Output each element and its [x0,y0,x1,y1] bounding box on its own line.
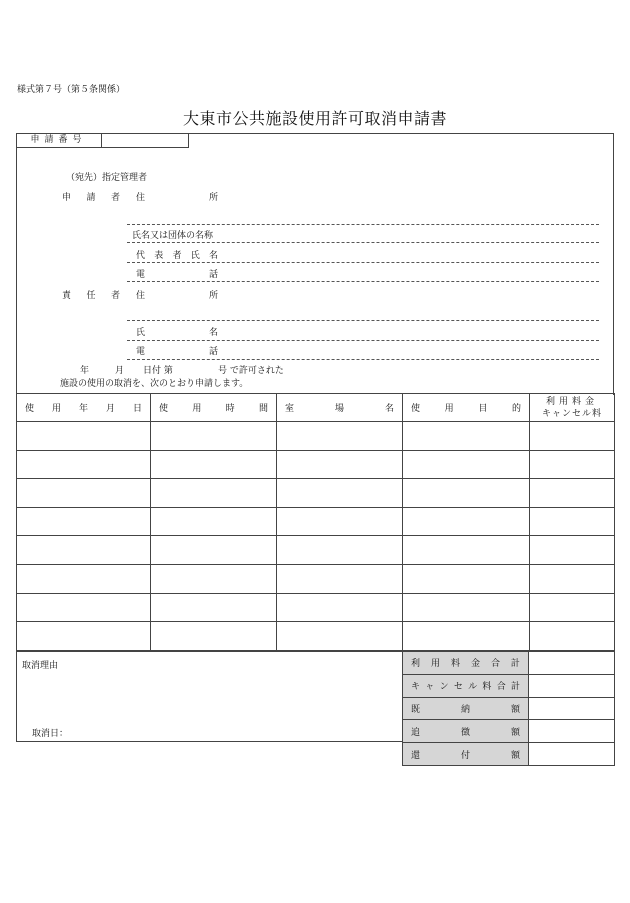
responsible-phone-line [127,359,599,360]
responsible-role: 責 任 者 [62,291,120,301]
applicant-phone-line [127,281,599,282]
header-usage-date: 使 用 年 月 日 [17,394,151,422]
table-cell[interactable] [17,622,151,651]
responsible-address-line [127,320,599,321]
responsible-name-label: 氏 名 [136,328,218,338]
table-row [17,622,615,651]
table-cell[interactable] [530,450,615,479]
applicant-name-line [127,242,599,243]
table-cell[interactable] [151,450,277,479]
responsible-address-label: 住 所 [136,291,218,301]
totals-value-field[interactable] [529,720,615,743]
permit-day-ref: 日付 第 [143,366,173,376]
table-cell[interactable] [530,479,615,508]
totals-value-field[interactable] [529,652,615,675]
totals-label: 追 徴 額 [403,720,529,743]
applicant-representative-line [127,262,599,263]
table-cell[interactable] [403,450,530,479]
table-cell[interactable] [17,564,151,593]
totals-value-field[interactable] [529,697,615,720]
applicant-representative-label: 代 表 者 氏 名 [136,251,218,261]
table-cell[interactable] [403,479,530,508]
table-cell[interactable] [530,622,615,651]
application-number-field[interactable] [101,133,189,148]
application-number-label: 申請番号 [16,133,102,148]
table-cell[interactable] [277,564,403,593]
table-cell[interactable] [277,479,403,508]
request-sentence: 施設の使用の取消を、次のとおり申請します。 [60,379,249,389]
recipient-text: （宛先）指定管理者 [66,173,148,183]
totals-label: 還 付 額 [403,743,529,766]
totals-label: キ ャ ン セ ル 料 合 計 [403,674,529,697]
page-title: 大東市公共施設使用許可取消申請書 [182,109,447,128]
cancel-reason-label: 取消理由 [22,661,59,671]
table-cell[interactable] [151,622,277,651]
totals-label: 既 納 額 [403,697,529,720]
table-cell[interactable] [151,507,277,536]
applicant-phone-label: 電 話 [136,270,218,280]
table-row [17,450,615,479]
responsible-name-line [127,340,599,341]
table-cell[interactable] [17,507,151,536]
table-cell[interactable] [277,450,403,479]
applicant-address-line [127,224,599,225]
table-cell[interactable] [277,422,403,451]
table-cell[interactable] [277,593,403,622]
totals-label: 利 用 料 金 合 計 [403,652,529,675]
table-row [17,422,615,451]
responsible-phone-label: 電 話 [136,347,218,357]
table-cell[interactable] [530,507,615,536]
header-usage-time: 使 用 時 間 [151,394,277,422]
totals-value-field[interactable] [529,674,615,697]
header-room: 室 場 名 [277,394,403,422]
table-cell[interactable] [530,564,615,593]
applicant-name-label: 氏名又は団体の名称 [132,231,214,241]
table-cell[interactable] [403,536,530,565]
totals-row [403,743,615,766]
table-cell[interactable] [530,536,615,565]
form-number: 様式第７号（第５条関係） [17,85,126,95]
permit-month: 月 [115,366,125,376]
table-row [17,507,615,536]
table-cell[interactable] [530,422,615,451]
permit-year: 年 [80,366,90,376]
totals-row [403,697,615,720]
applicant-role: 申 請 者 [62,193,120,203]
table-cell[interactable] [403,422,530,451]
cancel-date-label: 取消日： [32,729,69,739]
table-cell[interactable] [277,507,403,536]
table-cell[interactable] [530,593,615,622]
totals-row [403,674,615,697]
table-cell[interactable] [403,507,530,536]
table-cell[interactable] [151,479,277,508]
table-cell[interactable] [151,564,277,593]
table-cell[interactable] [277,622,403,651]
header-purpose: 使 用 目 的 [403,394,530,422]
table-cell[interactable] [17,422,151,451]
table-cell[interactable] [17,450,151,479]
permit-number-suffix: 号 で許可された [218,366,284,376]
table-cell[interactable] [403,564,530,593]
totals-table [402,651,615,766]
usage-table [16,393,615,651]
totals-row [403,720,615,743]
table-cell[interactable] [403,593,530,622]
table-cell[interactable] [17,536,151,565]
header-fee-cancel: 利用料金 キャンセル料 [530,394,615,422]
applicant-address-label: 住 所 [136,193,218,203]
table-cell[interactable] [403,622,530,651]
cancel-reason-box[interactable] [16,651,403,742]
table-cell[interactable] [151,536,277,565]
usage-table-header [17,394,615,422]
table-cell[interactable] [151,593,277,622]
totals-value-field[interactable] [529,743,615,766]
table-row [17,593,615,622]
table-cell[interactable] [277,536,403,565]
table-cell[interactable] [17,593,151,622]
table-row [17,536,615,565]
table-cell[interactable] [151,422,277,451]
totals-row [403,652,615,675]
table-cell[interactable] [17,479,151,508]
table-row [17,564,615,593]
table-row [17,479,615,508]
